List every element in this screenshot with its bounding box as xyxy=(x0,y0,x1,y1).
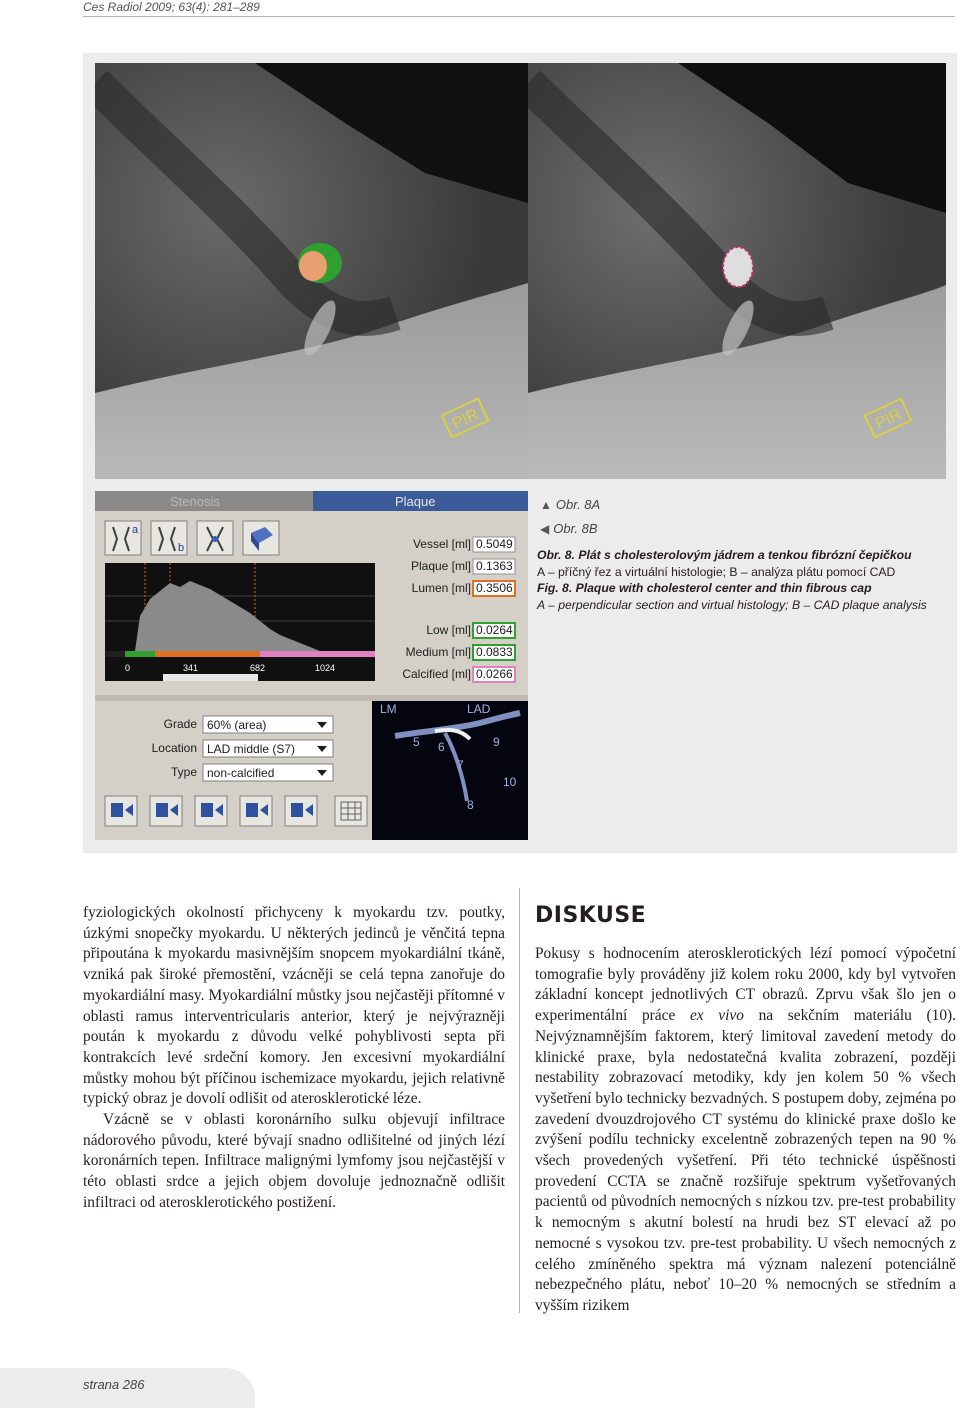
pointer-obr-8b: ◀ Obr. 8B xyxy=(540,521,598,536)
histogram-tick-label: 0 xyxy=(125,663,131,673)
classification-fields xyxy=(152,716,333,781)
map-segment-label: 6 xyxy=(438,740,445,754)
svg-text:a: a xyxy=(132,524,139,536)
view-layout-button-1[interactable] xyxy=(105,796,137,826)
svg-text:60% (area): 60% (area) xyxy=(207,718,267,732)
caption-desc-cz: A – příčný řez a virtuální histologie; B – analýza plátu pomocí CAD xyxy=(537,564,896,579)
map-label-lm: LM xyxy=(380,702,397,716)
measure-value: 0.0266 xyxy=(476,667,513,681)
measure-value: 0.1363 xyxy=(476,559,513,573)
svg-text:LAD middle (S7): LAD middle (S7) xyxy=(207,742,296,756)
measure-label: Vessel [ml] xyxy=(412,537,471,551)
tool-lumen-button[interactable] xyxy=(197,521,233,555)
ct-image-8a-graphic xyxy=(95,63,528,479)
map-segment-label: 10 xyxy=(503,775,517,789)
svg-text:PIR: PIR xyxy=(449,406,482,433)
caption-title-cz: Obr. 8. Plát s cholesterolovým jádrem a tenkou fibrózní čepičkou xyxy=(537,548,912,562)
tool-3d-view-button[interactable] xyxy=(243,521,279,555)
histogram-tick-label: 341 xyxy=(183,663,199,673)
measure-value: 0.3506 xyxy=(476,581,513,595)
tool-stenosis-a-button[interactable] xyxy=(105,521,141,555)
grid-table-icon[interactable] xyxy=(335,796,367,826)
measure-label: Medium [ml] xyxy=(405,645,471,659)
field-label-location: Location xyxy=(151,741,197,755)
measure-label: Plaque [ml] xyxy=(410,559,471,573)
caption-title-en: Fig. 8. Plaque with cholesterol center and thin fibrous cap xyxy=(537,581,872,596)
pointer-obr-8a: ▲ Obr. 8A xyxy=(540,497,601,512)
body-column-left xyxy=(83,903,505,1214)
measure-value: 0.5049 xyxy=(476,537,513,551)
ct-image-8b-graphic xyxy=(528,63,946,479)
measure-label: Low [ml] xyxy=(426,623,471,637)
paragraph: Pokusy s hodnocením aterosklerotických lézí pomocí výpočetní tomografie byly prováděny již kolem roku 2000, kdy byl vytvořen základní koncept jednotlivých CT obrazů. Zprvu však šlo jen o experimentální práce ex vivo na sekčním materiálu (10). Nejvýznamnějším faktorem, který limitoval zavedení metody do klinické praxe, byla nedostatečná kvalita zobrazení, později nestability zobrazovací metodiky, kdy jen kolem 50 % všech vyšetření bylo technicky bezvadných. S postupem doby, zejména po zavedení dvouzdrojového CT systému do klinické praxe došlo ke zvýšení podílu technicky excelentně zobrazených tepen na 90 % všech provedených vyšetření. Při této technické úspěšnosti provedení CCTA se značně rozšiřuje spektrum vyšetřovaných pacientů od původních nemocných s nízkou tzv. pre-test probability k nemocným s akutní bolestí na hrudi bez ST elevací až po nemocné s vysokou tzv. pre-test probability. U všech nemocných z celého zmíněného spektra má význam nalezení potenciálně nebezpečného plátu, neboť 10–20 % nemocných se středním a vyšším rizikem xyxy=(535,945,956,1314)
triangle-left-icon: ◀ xyxy=(540,522,550,536)
map-segment-label: 5 xyxy=(413,735,420,749)
ct-image-8a xyxy=(95,63,528,479)
figure-caption xyxy=(537,547,947,613)
view-layout-button-4[interactable] xyxy=(240,796,272,826)
svg-text:PIR: PIR xyxy=(872,406,905,433)
figure-8 xyxy=(83,53,957,853)
measure-value: 0.0833 xyxy=(476,645,513,659)
map-segment-label: 7 xyxy=(457,758,464,772)
figure-panel-pointers xyxy=(540,493,600,541)
triangle-up-icon: ▲ xyxy=(540,498,552,512)
hu-histogram xyxy=(105,563,375,681)
coronary-segment-map xyxy=(372,701,528,840)
histogram-tick-label: 682 xyxy=(250,663,266,673)
svg-text:Stenosis: Stenosis xyxy=(170,494,220,509)
section-heading: DISKUSE xyxy=(535,903,647,928)
svg-text:b: b xyxy=(178,542,185,554)
svg-text:non-calcified: non-calcified xyxy=(207,766,275,780)
body-column-right xyxy=(535,944,956,1317)
cad-analysis-panel xyxy=(95,491,528,840)
paragraph: Vzácně se v oblasti koronárního sulku objevují infiltrace nádorového původu, které bývají snadno odlišitelné od jiných lézí koronárních tepen. Infiltrace malignými lymfomy jsou nejčastější v této oblasti srdce a jejich objem dovoluje jednoznačně odlišit infiltraci od aterosklerotického postižení. xyxy=(83,1111,505,1211)
paragraph: fyziologických okolností přichyceny k myokardu tzv. poutky, úzkými snopečky myokardu. U některých jedinců je věnčitá tepna připoutána k myokardu masivnějším snopcem myokardiální tkáně, vzniká pak široké přemostění, vzácněji se celá tepna zanořuje do myokardiální masy. Myokardiální můstky jsou nejčastěji přítomné v oblasti ramus interventricularis anterior, který je nejvýrazněji poután k myokardu z důvodu velké pohyblivosti septa při kontrakcích levé srdeční komory. Jen excesivní myokardiální můstky mohou být příčinou ischemizace myokardu, jejich relativně typický obraz je dovolí odlišit od aterosklerotické léze. xyxy=(83,904,505,1108)
journal-citation: Ces Radiol 2009; 63(4): 281–289 xyxy=(83,0,260,14)
map-segment-label: 8 xyxy=(467,798,474,812)
measure-label: Lumen [ml] xyxy=(411,581,471,595)
cad-analysis-graphic xyxy=(95,491,528,840)
field-label-type: Type xyxy=(170,765,197,779)
view-layout-button-3[interactable] xyxy=(195,796,227,826)
measure-value: 0.0264 xyxy=(476,623,513,637)
histogram-range-slider[interactable] xyxy=(163,674,258,681)
field-label-grade: Grade xyxy=(163,717,197,731)
running-header xyxy=(83,0,955,17)
view-layout-button-2[interactable] xyxy=(150,796,182,826)
map-segment-label: 9 xyxy=(493,735,500,749)
tool-stenosis-b-button[interactable] xyxy=(151,521,187,555)
svg-text:Plaque: Plaque xyxy=(395,494,436,509)
measure-label: Calcified [ml] xyxy=(402,667,471,681)
caption-desc-en: A – perpendicular section and virtual histology; B – CAD plaque analysis xyxy=(537,597,927,612)
view-layout-button-5[interactable] xyxy=(285,796,317,826)
map-label-lad: LAD xyxy=(467,702,491,716)
page-number: strana 286 xyxy=(83,1377,145,1392)
ct-image-8b xyxy=(528,63,946,479)
histogram-tick-label: 1024 xyxy=(315,663,336,673)
column-divider xyxy=(519,888,520,1313)
